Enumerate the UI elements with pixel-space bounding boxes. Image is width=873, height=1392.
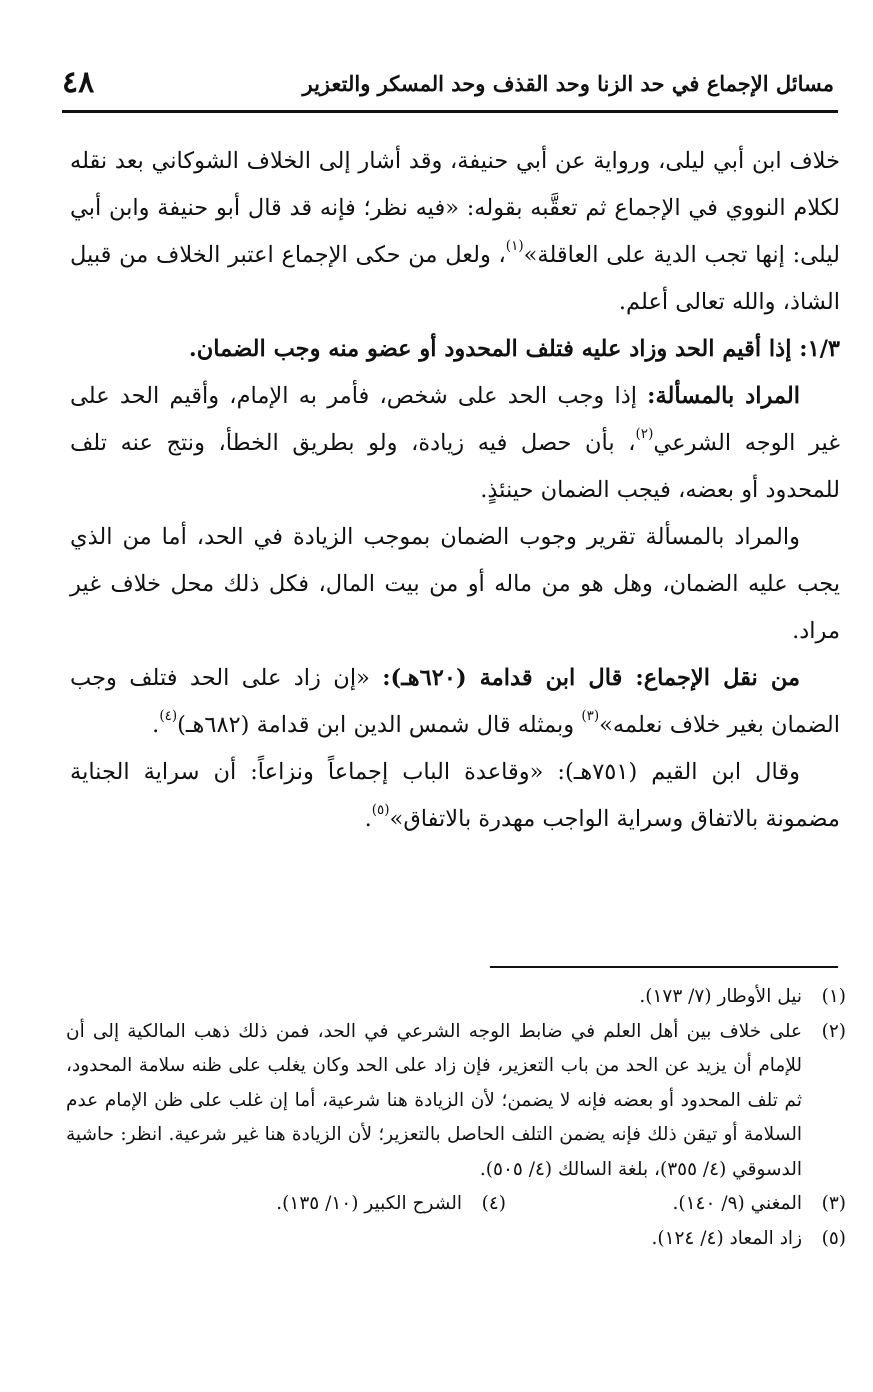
paragraph-label: المراد بالمسألة: (647, 383, 800, 409)
cited-scholar: قال ابن قدامة (٦٢٠هـ): (382, 665, 636, 691)
footnote-number: (١) (821, 986, 846, 1007)
section-heading: ١/٣: إذا أقيم الحد وزاد عليه فتلف المحدود أو عضو منه وجب الضمان. (188, 336, 840, 362)
footnote-5 (66, 1222, 846, 1257)
footnote-ref-2: (٢) (635, 425, 654, 442)
footnote-text: المغني (٩/ ١٤٠). (672, 1193, 802, 1214)
footnote-text: على خلاف بين أهل العلم في ضابط الوجه الشرعي في الحد، فمن ذلك ذهب المالكية إلى أن للإمام أن يزيد عن الحد من باب التعزير، فإن زاد على الحد وكان يغلب على ظنه سلامة المحدود، ثم تلف المحدود أو بعضه فإنه لا يضمن؛ لأن الزيادة هنا شرعية، أما إن غلب على ظن الإمام عدم السلامة أو تيقن ذلك فإنه يضمن التلف الحاصل بالتعزير؛ لأن الزيادة هنا غير شرعية. انظر: حاشية الدسوقي (٤/ ٣٥٥)، بلغة السالك (٤/ ٥٠٥). (66, 1020, 802, 1180)
footnote-4 (276, 1187, 506, 1222)
paragraph-4: من نقل الإجماع: قال ابن قدامة (٦٢٠هـ): «إن زاد على الحد فتلف وجب الضمان بغير خلاف نعلمه»$^{(٣)}$ وبمثله قال شمس الدين ابن قدامة (٦٨٢هـ)$^{(٤)}$. (70, 665, 840, 738)
footnotes (66, 980, 846, 1256)
paragraph-5: وقال ابن القيم (٧٥١هـ): «وقاعدة الباب إجماعاً ونزاعاً: أن سراية الجناية مضمونة بالاتفاق وسراية الواجب مهدرة بالاتفاق»$^{(٥)}$. (70, 759, 840, 832)
footnote-number: (٥) (821, 1227, 846, 1249)
footnote-separator (490, 966, 838, 968)
page-number: ٤٨ (62, 65, 95, 100)
footnote-3 (506, 1187, 846, 1222)
footnote-text: الشرح الكبير (١٠/ ١٣٥). (276, 1193, 462, 1214)
paragraph-3: والمراد بالمسألة تقرير وجوب الضمان بموجب الزيادة في الحد، أما من الذي يجب عليه الضمان، وهل هو من ماله أو من بيت المال، فكل ذلك محل خلاف غير مراد. (70, 524, 840, 644)
footnote-ref-5: (٥) (371, 801, 390, 818)
header-rule (62, 110, 838, 113)
paragraph-label: من نقل الإجماع: (635, 665, 800, 691)
footnote-number: (٣) (821, 1193, 846, 1214)
footnote-number: (٤) (481, 1193, 506, 1214)
paragraph-2: المراد بالمسألة: إذا وجب الحد على شخص، فأمر به الإمام، وأقيم الحد على غير الوجه الشرعي$^{(٢)}$، بأن حصل فيه زيادة، ولو بطريق الخطأ، ونتج عنه تلف للمحدود أو بعضه، فيجب الضمان حينئذٍ. (70, 383, 840, 503)
footnote-text: نيل الأوطار (٧/ ١٧٣). (639, 986, 802, 1007)
footnote-2 (66, 1015, 846, 1188)
main-text (70, 138, 840, 843)
page-header (62, 56, 834, 106)
footnote-ref-4: (٤) (159, 707, 178, 724)
footnote-text: زاد المعاد (٤/ ١٢٤). (651, 1227, 802, 1249)
footnote-ref-3: (٣) (581, 707, 600, 724)
running-title: مسائل الإجماع في حد الزنا وحد القذف وحد المسكر والتعزير (302, 71, 834, 96)
footnote-number: (٢) (821, 1020, 846, 1042)
footnote-row-3-4 (66, 1187, 846, 1222)
paragraph-1: خلاف ابن أبي ليلى، ورواية عن أبي حنيفة، وقد أشار إلى الخلاف الشوكاني بعد نقله لكلام النووي في الإجماع ثم تعقَّبه بقوله: «فيه نظر؛ فإنه قد قال أبو حنيفة وابن أبي ليلى: إنها تجب الدية على العاقلة»$^{(١)}$، ولعل من حكى الإجماع اعتبر الخلاف من قبيل الشاذ، والله تعالى أعلم. (70, 148, 840, 315)
footnote-1 (66, 980, 846, 1015)
footnote-ref-1: (١) (505, 237, 524, 254)
